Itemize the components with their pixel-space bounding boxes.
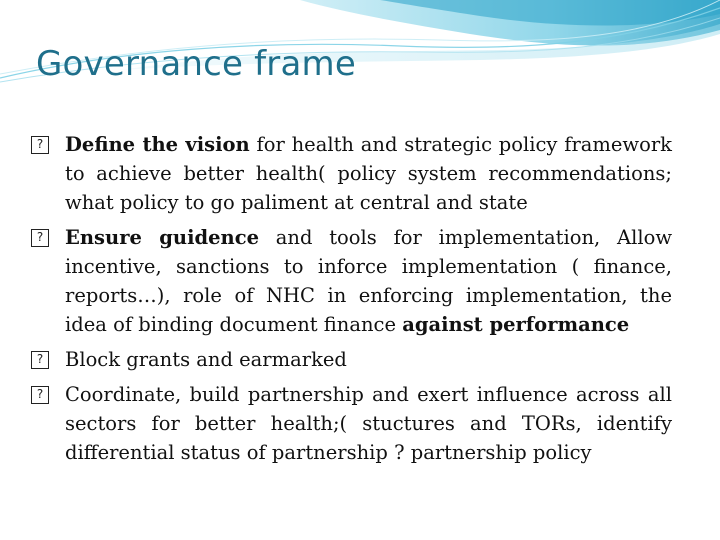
bullet-text: for health and strategic policy framework to achieve better health( policy system recommendations; what policy to go paliment at central and state — [65, 133, 672, 214]
missing-glyph-box-icon: ? — [31, 136, 49, 154]
bullet-item — [30, 345, 672, 374]
bullet-list — [30, 130, 672, 473]
bullet-text: and tools for implementation, Allow incentive, sanctions to inforce implementation ( finance, reports…), role of NHC in enforcing implementation, the idea of binding document finance — [65, 226, 673, 336]
slide-title: Governance frame — [36, 44, 356, 84]
bullet-item — [30, 380, 672, 467]
missing-glyph-box-icon: ? — [31, 229, 49, 247]
bullet-text: Coordinate, build partnership and exert influence across all sectors for better health;( stuctures and TORs, identify differential status of partnership ? partnership policy — [65, 383, 672, 464]
bullet-bold-text: against performance — [402, 313, 630, 336]
bullet-text: Block grants and earmarked — [65, 348, 347, 371]
missing-glyph-box-icon: ? — [31, 386, 49, 404]
bullet-item — [30, 223, 672, 339]
bullet-bold-text: Define the vision — [65, 133, 250, 156]
bullet-item — [30, 130, 672, 217]
bullet-bold-text: Ensure guidence — [65, 226, 259, 249]
missing-glyph-box-icon: ? — [31, 351, 49, 369]
